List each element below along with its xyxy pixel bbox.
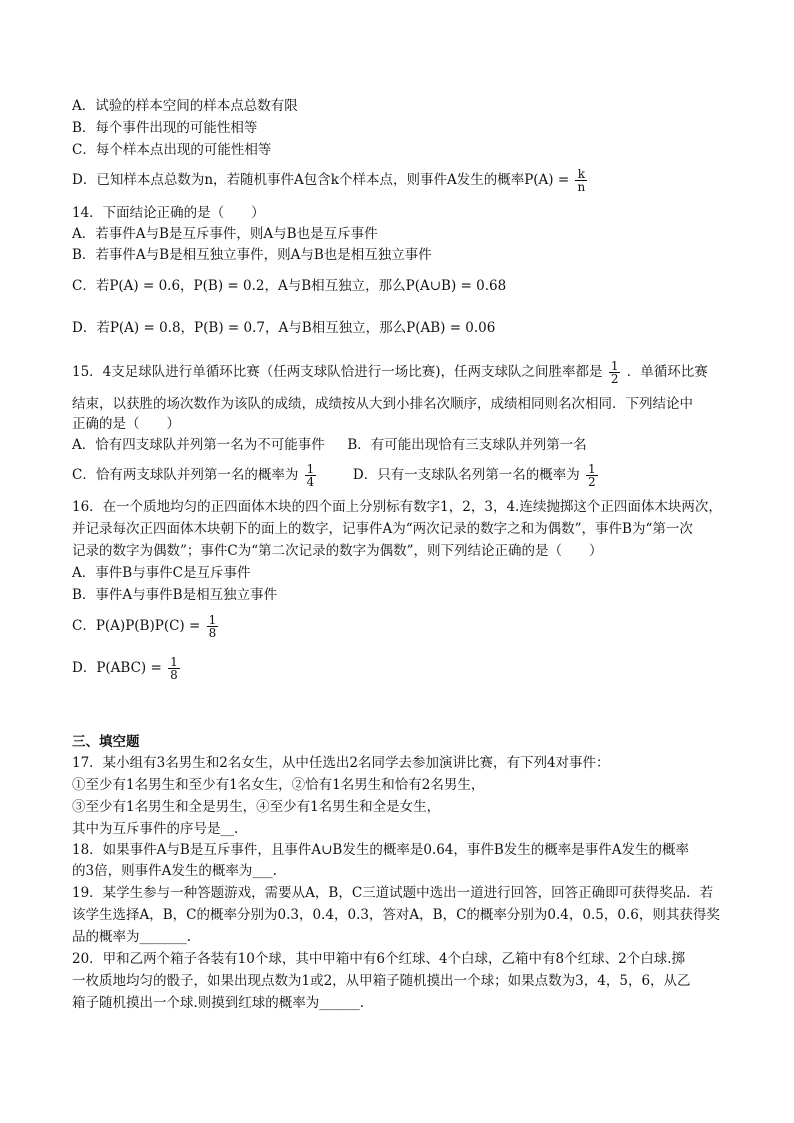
q14-option-b: B．若事件A与B是相互独立事件，则A与B也是相互独立事件 — [72, 247, 432, 263]
q15-line-3: 正确的是（ ） — [72, 416, 180, 432]
q15-line-1 — [72, 360, 708, 385]
q13-option-d-text: D．已知样本点总数为n，若随机事件A包含k个样本点，则事件A发生的概率P(A) = — [72, 172, 570, 188]
q18-line-1: 18．如果事件A与B是互斥事件，且事件A∪B发生的概率是0.64，事件B发生的概率是事件A发生的概率 — [72, 842, 690, 858]
q16-option-a: A．事件B与事件C是互斥事件 — [72, 565, 251, 581]
q16-option-d-fraction — [168, 656, 180, 681]
q13-option-d-fraction — [575, 168, 587, 193]
q15-option-a: A．恰有四支球队并列第一名为不可能事件 — [72, 437, 325, 453]
q16-option-c-fraction — [207, 614, 219, 639]
q19-line-1: 19．某学生参与一种答题游戏，需要从A，B，C三道试题中选出一道进行回答，回答正确即可获得奖品．若 — [72, 885, 714, 901]
q17-line-4: 其中为互斥事件的序号是__. — [72, 821, 239, 837]
q15-option-c-fraction — [305, 463, 317, 488]
q16-option-d — [72, 656, 182, 681]
q15-half-fraction — [609, 360, 621, 385]
q20-line-1: 20．甲和乙两个箱子各装有10个球，其中甲箱中有6个红球、4个白球，乙箱中有8个红球、2个白球.掷 — [72, 951, 686, 967]
q17-line-3: ③至少有1名男生和全是男生，④至少有1名男生和全是女生， — [72, 799, 441, 815]
q18-line-2: 的3倍，则事件A发生的概率为___. — [72, 863, 277, 879]
fraction-numerator: 1 — [306, 462, 315, 476]
section-heading-fill-in: 三、填空题 — [72, 734, 140, 750]
q16-line-1: 16．在一个质地均匀的正四面体木块的四个面上分别标有数字1，2，3，4.连续抛掷这个正四面体木块两次， — [72, 499, 722, 515]
fraction-numerator: 1 — [208, 613, 217, 627]
q15-options-cd — [72, 463, 600, 488]
q13-option-c: C．每个样本点出现的可能性相等 — [72, 142, 272, 158]
q15-option-c: C．恰有两支球队并列第一名的概率为 — [72, 467, 299, 483]
fraction-denominator: 8 — [170, 668, 178, 682]
q19-line-3: 品的概率为_______. — [72, 929, 192, 945]
fraction-denominator: n — [577, 180, 586, 194]
q14-option-d: D．若P(A) = 0.8，P(B) = 0.7，A与B相互独立，那么P(AB) = 0.06 — [72, 320, 496, 336]
q17-line-1: 17．某小组有3名男生和2名女生，从中任选出2名同学去参加演讲比赛，有下列4对事件： — [72, 755, 610, 771]
q15-options-ab — [72, 435, 587, 455]
fraction-denominator: 8 — [208, 626, 217, 640]
q15-option-b: B．有可能出现恰有三支球队并列第一名 — [347, 437, 587, 453]
q16-line-2: 并记录每次正四面体木块朝下的面上的数字，记事件A为“两次记录的数字之和为偶数”，事件B为“第一次 — [72, 521, 693, 537]
q15-line-1-text: 15．4支足球队进行单循环比赛（任两支球队恰进行一场比赛)，任两支球队之间胜率都是 — [72, 364, 603, 380]
q20-line-3: 箱子随机摸出一个球.则摸到红球的概率为______. — [72, 995, 365, 1011]
fraction-numerator: 1 — [170, 655, 178, 669]
fraction-denominator: 2 — [588, 475, 596, 489]
fraction-denominator: 4 — [306, 475, 315, 489]
q16-option-b: B．事件A与事件B是相互独立事件 — [72, 587, 278, 603]
q16-option-c-text: C．P(A)P(B)P(C) = — [72, 618, 201, 634]
q16-option-c — [72, 614, 220, 639]
fraction-numerator: 1 — [610, 359, 619, 373]
q16-option-d-text: D．P(ABC) = — [72, 660, 162, 676]
q13-option-d — [72, 168, 589, 193]
q13-option-a: A．试验的样本空间的样本点总数有限 — [72, 98, 298, 114]
q17-line-2: ①至少有1名男生和至少有1名女生，②恰有1名男生和恰有2名男生， — [72, 777, 485, 793]
q14-option-c: C．若P(A) = 0.6，P(B) = 0.2，A与B相互独立，那么P(A∪B) = 0.68 — [72, 278, 507, 294]
q16-line-3: 记录的数字为偶数”；事件C为“第二次记录的数字为偶数”，则下列结论正确的是（ ） — [72, 543, 603, 559]
q15-option-d-fraction — [586, 463, 598, 488]
q13-option-b: B．每个事件出现的可能性相等 — [72, 120, 258, 136]
q19-line-2: 该学生选择A，B，C的概率分别为0.3，0.4，0.3，答对A，B，C的概率分别为0.4，0.5，0.6，则其获得奖 — [72, 907, 720, 923]
q15-line-2: 结束，以获胜的场次数作为该队的成绩，成绩按从大到小排名次顺序，成绩相同则名次相同．下列结论中 — [72, 396, 693, 412]
q14-stem: 14．下面结论正确的是（ ） — [72, 205, 265, 221]
fraction-denominator: 2 — [610, 372, 619, 386]
q15-option-d: D．只有一支球队名列第一名的概率为 — [352, 467, 580, 483]
fraction-numerator: k — [575, 168, 587, 181]
fraction-numerator: 1 — [588, 462, 596, 476]
q14-option-a: A．若事件A与B是互斥事件，则A与B也是互斥事件 — [72, 226, 378, 242]
q15-line-1-tail: ．单循环比赛 — [626, 364, 708, 380]
q20-line-2: 一枚质地均匀的骰子，如果出现点数为1或2，从甲箱子随机摸出一个球；如果点数为3，4，5，6，从乙 — [72, 973, 691, 989]
